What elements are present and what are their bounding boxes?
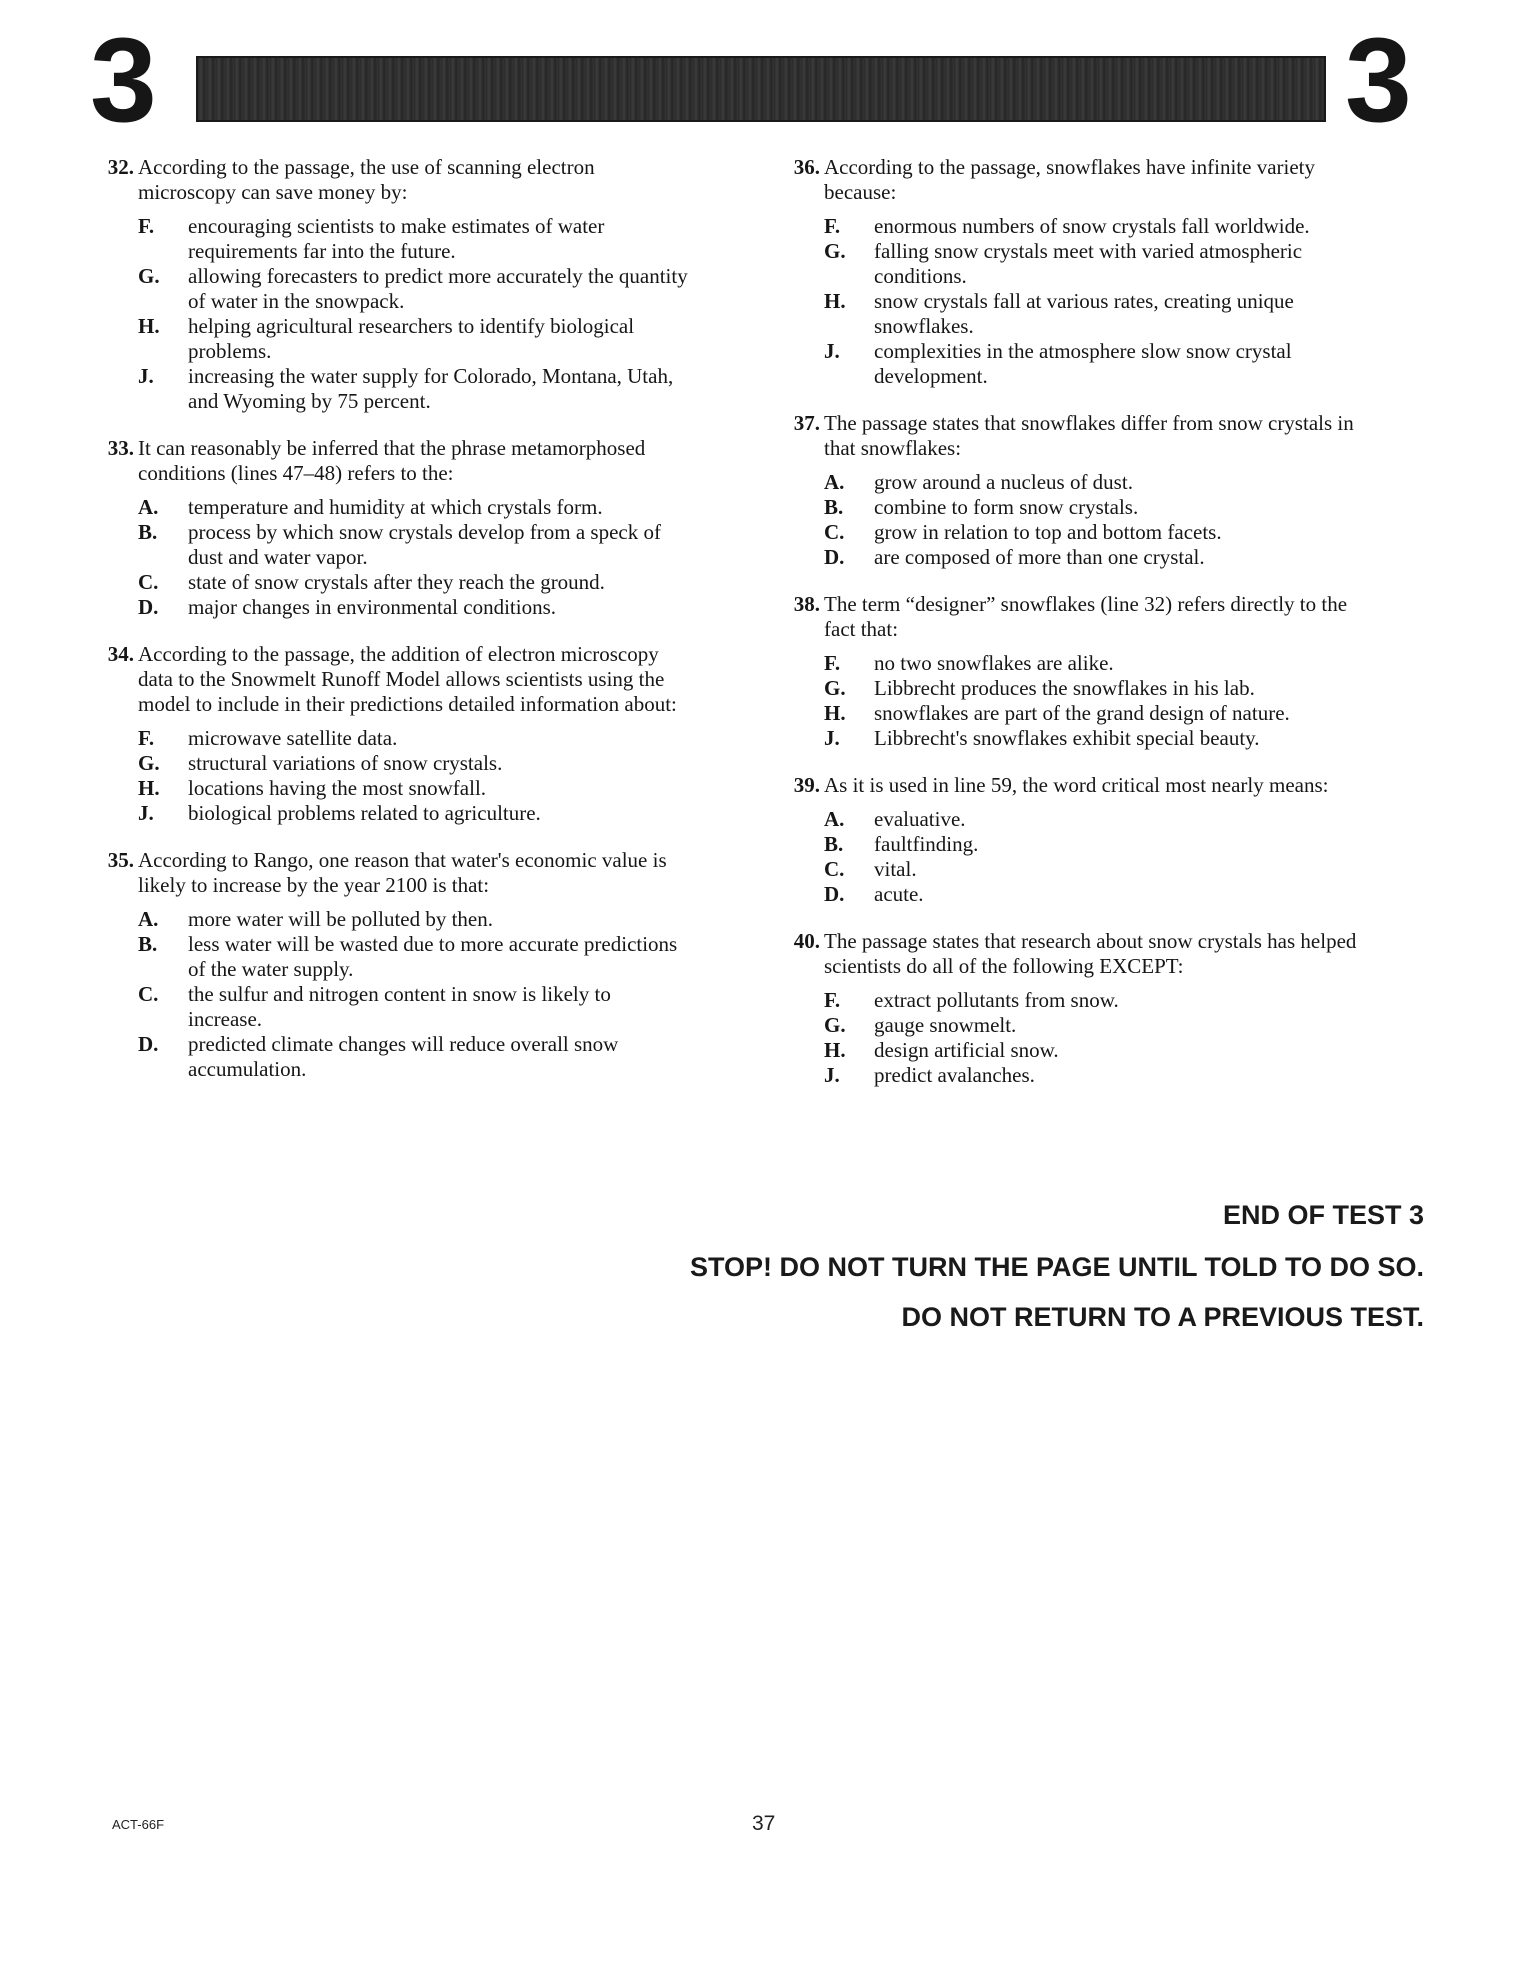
question-stem: As it is used in line 59, the word critical most nearly means: xyxy=(824,773,1329,797)
option-letter: J. xyxy=(824,1063,840,1087)
section-number-left: 3 xyxy=(90,13,155,147)
option-text: no two snowflakes are alike. xyxy=(874,651,1114,675)
question-item xyxy=(90,436,690,620)
answer-option xyxy=(90,570,690,595)
answer-option xyxy=(776,1038,1376,1063)
question-stem: According to the passage, snowflakes have infinite variety because: xyxy=(824,155,1316,204)
option-letter: D. xyxy=(824,545,845,569)
option-letter: F. xyxy=(824,651,841,675)
option-text: increasing the water supply for Colorado, Montana, Utah, and Wyoming by 75 percent. xyxy=(188,364,674,413)
answer-options xyxy=(776,807,1376,907)
option-text: the sulfur and nitrogen content in snow is likely to increase. xyxy=(188,982,611,1031)
question-item xyxy=(776,929,1376,1088)
return-notice: DO NOT RETURN TO A PREVIOUS TEST. xyxy=(901,1302,1424,1332)
answer-options xyxy=(90,726,690,826)
question-stem: According to the passage, the use of scanning electron microscopy can save money by: xyxy=(138,155,595,204)
option-letter: H. xyxy=(138,314,160,338)
answer-option xyxy=(90,520,690,570)
option-text: gauge snowmelt. xyxy=(874,1013,1017,1037)
option-text: falling snow crystals meet with varied atmospheric conditions. xyxy=(874,239,1303,288)
answer-options xyxy=(776,988,1376,1088)
question-header xyxy=(776,592,1376,642)
question-number: 33. xyxy=(107,436,134,460)
answer-option xyxy=(90,314,690,364)
answer-options xyxy=(90,214,690,414)
question-header xyxy=(776,773,1376,798)
answer-options xyxy=(90,495,690,620)
option-text: encouraging scientists to make estimates of water requirements far into the future. xyxy=(188,214,605,263)
option-text: predicted climate changes will reduce overall snow accumulation. xyxy=(188,1032,619,1081)
option-text: vital. xyxy=(874,857,917,881)
option-letter: D. xyxy=(138,595,159,619)
answer-option xyxy=(776,289,1376,339)
answer-option xyxy=(90,264,690,314)
answer-option xyxy=(776,882,1376,907)
section-header-bar xyxy=(196,56,1326,122)
option-letter: C. xyxy=(824,857,845,881)
option-text: grow in relation to top and bottom facets. xyxy=(874,520,1222,544)
answer-option xyxy=(90,751,690,776)
option-letter: J. xyxy=(138,364,154,388)
right-question-column xyxy=(776,155,1376,1110)
option-text: design artificial snow. xyxy=(874,1038,1059,1062)
question-item xyxy=(90,642,690,826)
option-letter: G. xyxy=(138,264,160,288)
option-text: less water will be wasted due to more accurate predictions of the water supply. xyxy=(188,932,678,981)
option-letter: H. xyxy=(138,776,160,800)
answer-option xyxy=(776,988,1376,1013)
question-number: 36. xyxy=(793,155,820,179)
option-text: Libbrecht's snowflakes exhibit special beauty. xyxy=(874,726,1260,750)
answer-option xyxy=(776,495,1376,520)
form-code: ACT-66F xyxy=(112,1817,165,1832)
option-letter: C. xyxy=(824,520,845,544)
section-number-right: 3 xyxy=(1345,13,1410,147)
answer-option xyxy=(776,726,1376,751)
question-item xyxy=(776,592,1376,751)
question-item xyxy=(90,848,690,1082)
option-text: biological problems related to agriculture. xyxy=(188,801,541,825)
answer-option xyxy=(776,545,1376,570)
answer-option xyxy=(90,214,690,264)
question-number: 39. xyxy=(793,773,820,797)
answer-option xyxy=(776,470,1376,495)
question-header xyxy=(90,436,690,486)
question-stem: The passage states that research about snow crystals has helped scientists do all of the following EXCEPT: xyxy=(824,929,1357,978)
answer-options xyxy=(90,907,690,1082)
option-letter: C. xyxy=(138,982,159,1006)
answer-options xyxy=(776,651,1376,751)
option-letter: G. xyxy=(824,239,846,263)
answer-option xyxy=(776,214,1376,239)
option-text: allowing forecasters to predict more accurately the quantity of water in the snowpack. xyxy=(188,264,688,313)
question-number: 35. xyxy=(107,848,134,872)
option-letter: F. xyxy=(138,214,155,238)
option-letter: J. xyxy=(824,726,840,750)
page-number: 37 xyxy=(752,1812,776,1835)
question-number: 32. xyxy=(107,155,134,179)
option-text: helping agricultural researchers to identify biological problems. xyxy=(188,314,635,363)
answer-option xyxy=(776,339,1376,389)
answer-option xyxy=(776,1063,1376,1088)
option-text: structural variations of snow crystals. xyxy=(188,751,503,775)
option-letter: B. xyxy=(824,495,844,519)
option-text: faultfinding. xyxy=(874,832,979,856)
answer-option xyxy=(90,932,690,982)
option-letter: C. xyxy=(138,570,159,594)
question-header xyxy=(776,411,1376,461)
question-item xyxy=(776,411,1376,570)
question-header xyxy=(776,929,1376,979)
option-letter: A. xyxy=(824,807,845,831)
stop-notice: STOP! DO NOT TURN THE PAGE UNTIL TOLD TO DO SO. xyxy=(689,1252,1424,1282)
answer-options xyxy=(776,470,1376,570)
option-text: enormous numbers of snow crystals fall worldwide. xyxy=(874,214,1310,238)
question-header xyxy=(90,642,690,717)
option-letter: G. xyxy=(824,676,846,700)
question-header xyxy=(776,155,1376,205)
option-text: temperature and humidity at which crystals form. xyxy=(188,495,603,519)
option-text: extract pollutants from snow. xyxy=(874,988,1119,1012)
option-letter: G. xyxy=(824,1013,846,1037)
question-stem: According to Rango, one reason that water's economic value is likely to increase by the year 2100 is that: xyxy=(138,848,667,897)
answer-option xyxy=(776,807,1376,832)
answer-option xyxy=(776,857,1376,882)
option-text: Libbrecht produces the snowflakes in his lab. xyxy=(874,676,1255,700)
option-text: snow crystals fall at various rates, creating unique snowflakes. xyxy=(874,289,1294,338)
option-letter: F. xyxy=(138,726,155,750)
answer-option xyxy=(90,726,690,751)
option-letter: B. xyxy=(138,932,158,956)
option-letter: J. xyxy=(824,339,840,363)
answer-option xyxy=(90,1032,690,1082)
question-item xyxy=(776,773,1376,907)
question-header xyxy=(90,848,690,898)
answer-option xyxy=(90,495,690,520)
option-text: state of snow crystals after they reach the ground. xyxy=(188,570,605,594)
question-number: 37. xyxy=(793,411,820,435)
option-letter: J. xyxy=(138,801,154,825)
answer-option xyxy=(776,520,1376,545)
question-number: 38. xyxy=(793,592,820,616)
option-letter: B. xyxy=(138,520,158,544)
option-letter: H. xyxy=(824,289,846,313)
question-stem: The passage states that snowflakes differ from snow crystals in that snowflakes: xyxy=(824,411,1354,460)
option-letter: H. xyxy=(824,701,846,725)
option-letter: A. xyxy=(824,470,845,494)
answer-option xyxy=(90,982,690,1032)
option-text: evaluative. xyxy=(874,807,966,831)
option-letter: D. xyxy=(824,882,845,906)
option-letter: A. xyxy=(138,907,159,931)
answer-option xyxy=(90,907,690,932)
option-text: snowflakes are part of the grand design of nature. xyxy=(874,701,1290,725)
answer-option xyxy=(776,651,1376,676)
answer-option xyxy=(90,776,690,801)
question-number: 34. xyxy=(107,642,134,666)
question-stem: The term “designer” snowflakes (line 32) refers directly to the fact that: xyxy=(824,592,1348,641)
option-text: complexities in the atmosphere slow snow crystal development. xyxy=(874,339,1292,388)
question-number: 40. xyxy=(793,929,820,953)
question-stem: According to the passage, the addition of electron microscopy data to the Snowmelt Runoff Model allows scientists using the model to include in their predictions detailed information about: xyxy=(138,642,677,716)
option-text: major changes in environmental conditions. xyxy=(188,595,556,619)
answer-options xyxy=(776,214,1376,389)
option-text: are composed of more than one crystal. xyxy=(874,545,1205,569)
option-text: locations having the most snowfall. xyxy=(188,776,487,800)
answer-option xyxy=(776,676,1376,701)
option-letter: F. xyxy=(824,214,841,238)
answer-option xyxy=(776,701,1376,726)
question-stem: It can reasonably be inferred that the phrase metamorphosed conditions (lines 47–48) refers to the: xyxy=(138,436,646,485)
option-letter: G. xyxy=(138,751,160,775)
end-of-test-heading: END OF TEST 3 xyxy=(1222,1200,1424,1230)
question-header xyxy=(90,155,690,205)
option-letter: F. xyxy=(824,988,841,1012)
option-letter: B. xyxy=(824,832,844,856)
option-text: process by which snow crystals develop from a speck of dust and water vapor. xyxy=(188,520,661,569)
option-text: predict avalanches. xyxy=(874,1063,1035,1087)
option-letter: A. xyxy=(138,495,159,519)
option-letter: D. xyxy=(138,1032,159,1056)
option-text: grow around a nucleus of dust. xyxy=(874,470,1133,494)
question-item xyxy=(776,155,1376,389)
question-item xyxy=(90,155,690,414)
answer-option xyxy=(90,364,690,414)
answer-option xyxy=(90,801,690,826)
left-question-column xyxy=(90,155,690,1104)
answer-option xyxy=(776,832,1376,857)
answer-option xyxy=(776,239,1376,289)
option-text: combine to form snow crystals. xyxy=(874,495,1139,519)
answer-option xyxy=(90,595,690,620)
option-text: more water will be polluted by then. xyxy=(188,907,494,931)
option-text: acute. xyxy=(874,882,924,906)
option-letter: H. xyxy=(824,1038,846,1062)
option-text: microwave satellite data. xyxy=(188,726,398,750)
answer-option xyxy=(776,1013,1376,1038)
